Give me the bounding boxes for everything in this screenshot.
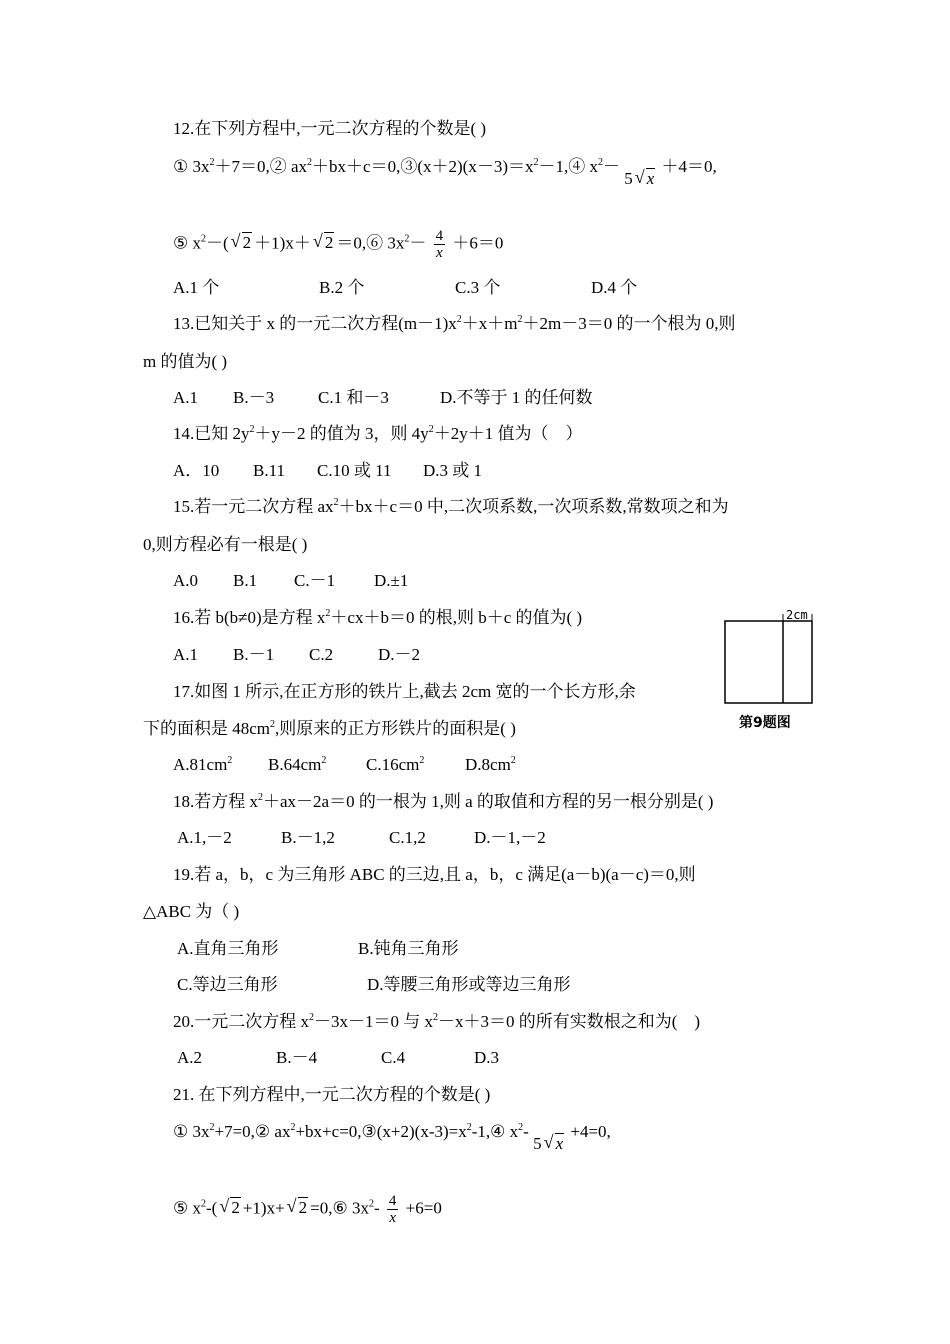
- square-sheet-figure: [724, 608, 842, 731]
- q14-line: 14.已知 $2y^2+y-2$ 的值为 3，则 $4y^2+2y+1$ 值为（ ）: [173, 424, 583, 443]
- sqrt-2: √ 2: [219, 1196, 240, 1218]
- q12-equations-line2: ⑤ $x^2-$( √ 2 ＋1)x＋ √ 2 ＝0,⑥ $3x^2-$ $\frac{4}{x}$ ＋6＝0: [173, 228, 504, 261]
- sqrt-2: √ 2: [230, 231, 252, 253]
- q13-line1: 13.已知关于 x 的一元二次方程$(m-1)x^2+x+m^2+2m-3=0$ 的一个根为 0,则: [173, 314, 736, 333]
- figure-dimension-label: 2cm: [786, 608, 808, 622]
- q21-equations-line2: ⑤ $x^2-$( √ 2 +1)x+ √ 2 =0,⑥ $3x^2-$ $\frac{4}{x}$ +6=0: [173, 1193, 442, 1226]
- fraction-4-over-x: $\frac{4}{x}$: [435, 228, 444, 261]
- square-diagram: [724, 608, 842, 712]
- q15-line1: 15.若一元二次方程 $ax^2+bx+c=0$ 中,二次项系数,一次项系数,常数项之和为: [173, 497, 729, 516]
- q15-line2: 0,则方程必有一根是( ): [143, 535, 308, 554]
- q18-line: 18.若方程 $x^2+ax-2a=0$ 的一根为 1,则 a 的取值和方程的另一根分别是( ): [173, 792, 714, 811]
- q20-line: 20.一元二次方程 $x^2-3x-1=0$ 与 $x^2-x+3=0$ 的所有实数根之和为( ): [173, 1012, 701, 1031]
- q13-line2: m 的值为( ): [143, 352, 228, 371]
- q21-title: 21. 在下列方程中,一元二次方程的个数是( ): [173, 1085, 491, 1104]
- sqrt-x: 5 √ x: [624, 167, 655, 188]
- fraction-4-over-x: $\frac{4}{x}$: [388, 1193, 397, 1226]
- q12-equations-line1: ① $3x^2+7=0,②$ $ax^2+bx+c=0,③(x+2)(x-3)=x^2-1,④$ $x^2- 5$ √ x ＋4＝0,: [173, 157, 717, 188]
- q21-equations-line1: ① $3x^2+7=0,②$ $ax^2+bx+c=0,③(x+2)(x-3)=x^2-1,④$ $x^2-$ 5 √ x +4=0,: [173, 1122, 611, 1153]
- q16-line: 16.若 b(b≠0)是方程 $x^2+cx+b=0$ 的根,则 b＋c 的值为( ): [173, 608, 583, 627]
- q19-line1: 19.若 a，b，c 为三角形 ABC 的三边,且 a，b，c 满足(a－b)(a－c)＝0,则: [173, 865, 696, 884]
- sqrt-2: √ 2: [312, 231, 334, 253]
- q12-title: 12.在下列方程中,一元二次方程的个数是( ): [173, 119, 487, 138]
- q19-line2: △ABC 为（ ): [143, 902, 240, 921]
- q17-line1: 17.如图 1 所示,在正方形的铁片上,截去 2cm 宽的一个长方形,余: [173, 682, 636, 701]
- figure-caption: 第9题图: [739, 715, 791, 731]
- sqrt-x: 5 √ x: [533, 1132, 564, 1153]
- sqrt-2: √ 2: [286, 1196, 308, 1218]
- q17-line2: 下的面积是 $48cm^2$,则原来的正方形铁片的面积是( ): [143, 719, 516, 738]
